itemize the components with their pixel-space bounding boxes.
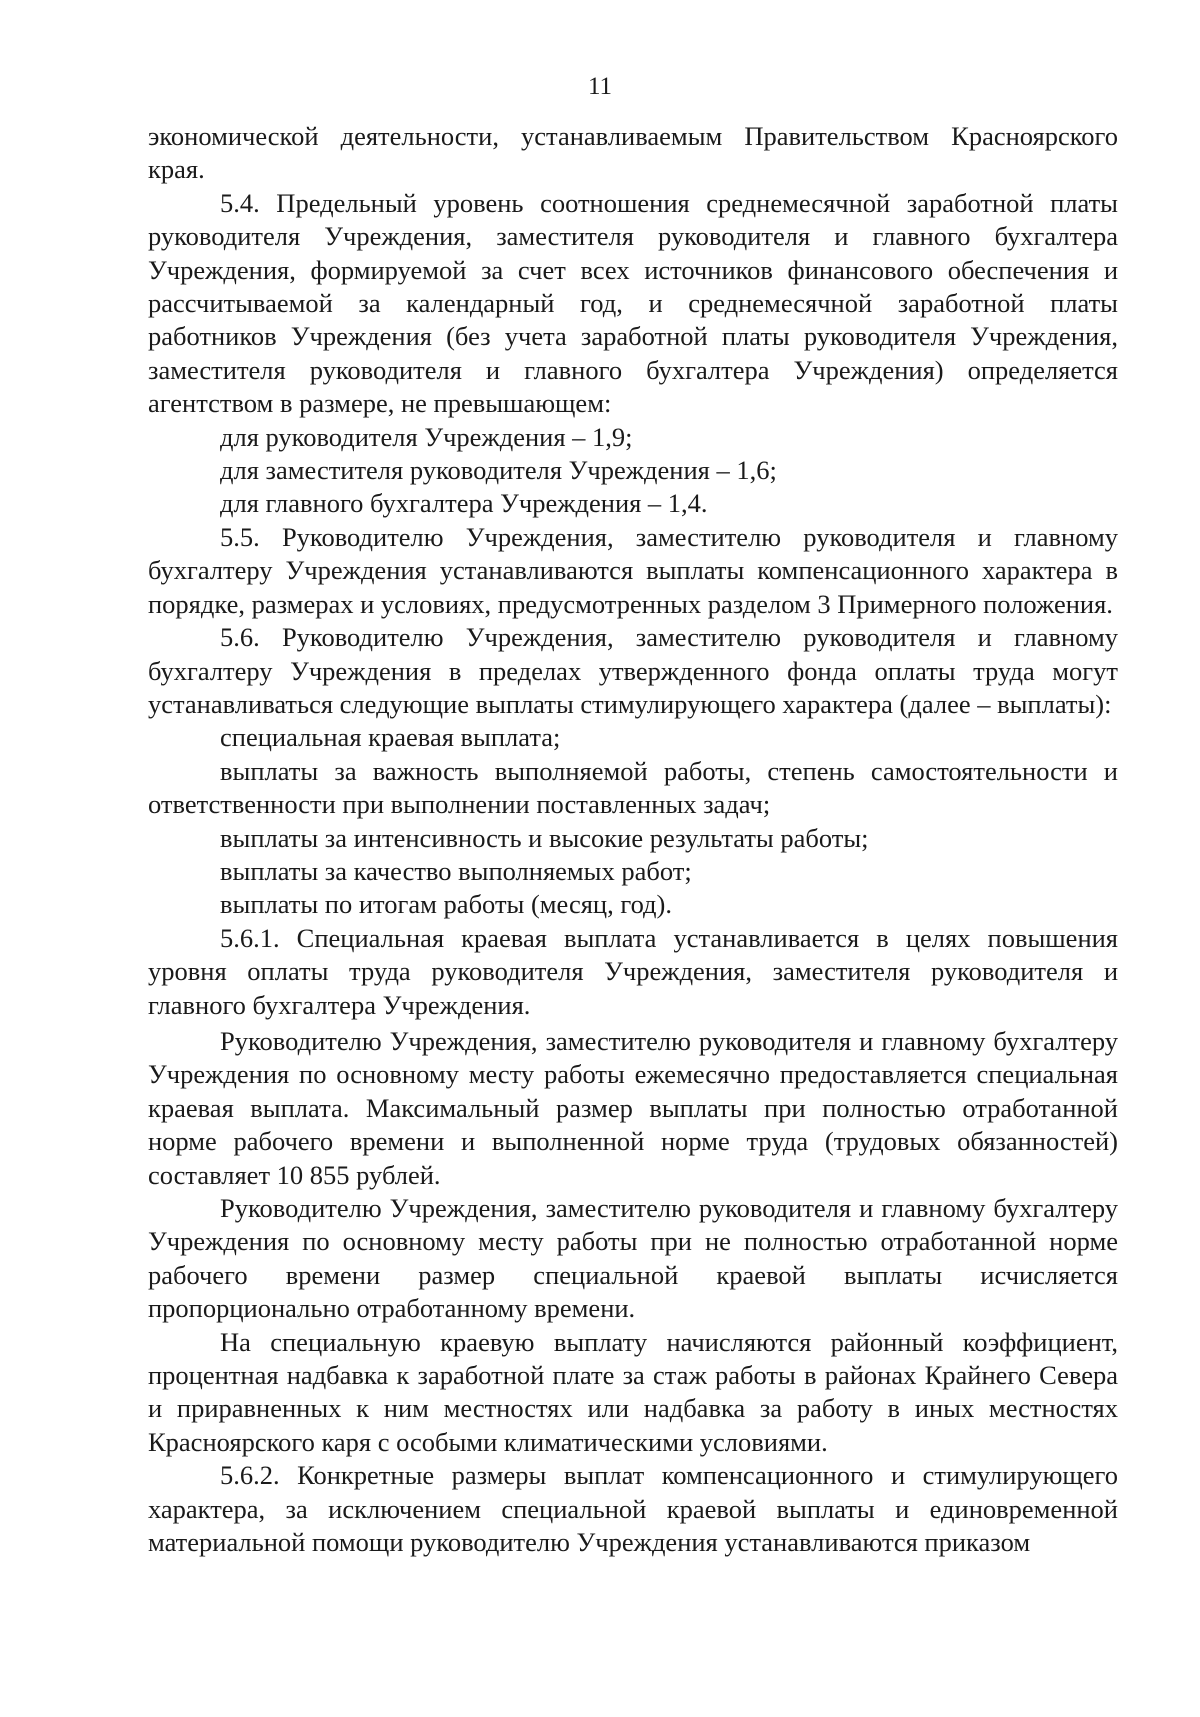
document-body (148, 120, 1118, 1559)
list-item-intensity-payment: выплаты за интенсивность и высокие результаты работы; (220, 822, 869, 853)
paragraph-5-6-1: 5.6.1. Специальная краевая выплата устанавливается в целях повышения уровня оплаты труда руководителя Учреждения, заместителя руководителя и главного бухгалтера Учреждения. (148, 922, 1118, 1020)
paragraph-special-payment-amount: Руководителю Учреждения, заместителю руководителя и главному бухгалтеру Учреждения по основному месту работы ежемесячно предоставляется специальная краевая выплата. Максимальный размер выплаты при полностью отработанной норме рабочего времени и выполненной норме труда (трудовых обязанностей) составляет 10 855 рублей. (148, 1025, 1118, 1190)
paragraph-continuation: экономической деятельности, устанавливаемым Правительством Красноярского края. (148, 121, 1118, 185)
paragraph-5-5: 5.5. Руководителю Учреждения, заместителю руководителя и главному бухгалтеру Учреждения устанавливаются выплаты компенсационного характера в порядке, размерах и условиях, предусмотренных разделом 3 Примерного положения. (148, 521, 1118, 619)
list-item-results-payment: выплаты по итогам работы (месяц, год). (220, 889, 672, 920)
list-item-director-ratio: для руководителя Учреждения – 1,9; (220, 421, 633, 452)
page-number: 11 (587, 73, 613, 100)
list-item-importance-payment: выплаты за важность выполняемой работы, степень самостоятельности и ответственности при выполнении поставленных задач; (148, 755, 1118, 820)
paragraph-5-6: 5.6. Руководителю Учреждения, заместителю руководителя и главному бухгалтеру Учреждения в пределах утвержденного фонда оплаты труда могут устанавливаться следующие выплаты стимулирующего характера (далее – выплаты): (148, 622, 1118, 719)
paragraph-5-4: 5.4. Предельный уровень соотношения среднемесячной заработной платы руководителя Учреждения, заместителя руководителя и главного бухгалтера Учреждения, формируемой за счет всех источников финансового обеспечения и рассчитываемой за календарный год, и среднемесячной заработной платы работников Учреждения (без учета заработной платы руководителя Учреждения, заместителя руководителя и главного бухгалтера Учреждения) определяется агентством в размере, не превышающем: (148, 187, 1118, 419)
paragraph-5-6-2: 5.6.2. Конкретные размеры выплат компенсационного и стимулирующего характера, за исключением специальной краевой выплаты и единовременной материальной помощи руководителю Учреждения устанавливаются приказом (148, 1460, 1118, 1558)
list-item-accountant-ratio: для главного бухгалтера Учреждения – 1,4. (220, 488, 708, 519)
list-item-special-payment: специальная краевая выплата; (220, 722, 561, 753)
list-item-quality-payment: выплаты за качество выполняемых работ; (220, 855, 692, 886)
list-item-deputy-ratio: для заместителя руководителя Учреждения – 1,6; (220, 455, 777, 486)
paragraph-proportional-payment: Руководителю Учреждения, заместителю руководителя и главному бухгалтеру Учреждения по основному месту работы при не полностью отработанной норме рабочего времени размер специальной краевой выплаты исчисляется пропорционально отработанному времени. (148, 1193, 1118, 1324)
paragraph-regional-coefficient: На специальную краевую выплату начисляются районный коэффициент, процентная надбавка к заработной плате за стаж работы в районах Крайнего Севера и приравненных к ним местностях или надбавка за работу в иных местностях Красноярского каря с особыми климатическими условиями. (148, 1326, 1118, 1457)
